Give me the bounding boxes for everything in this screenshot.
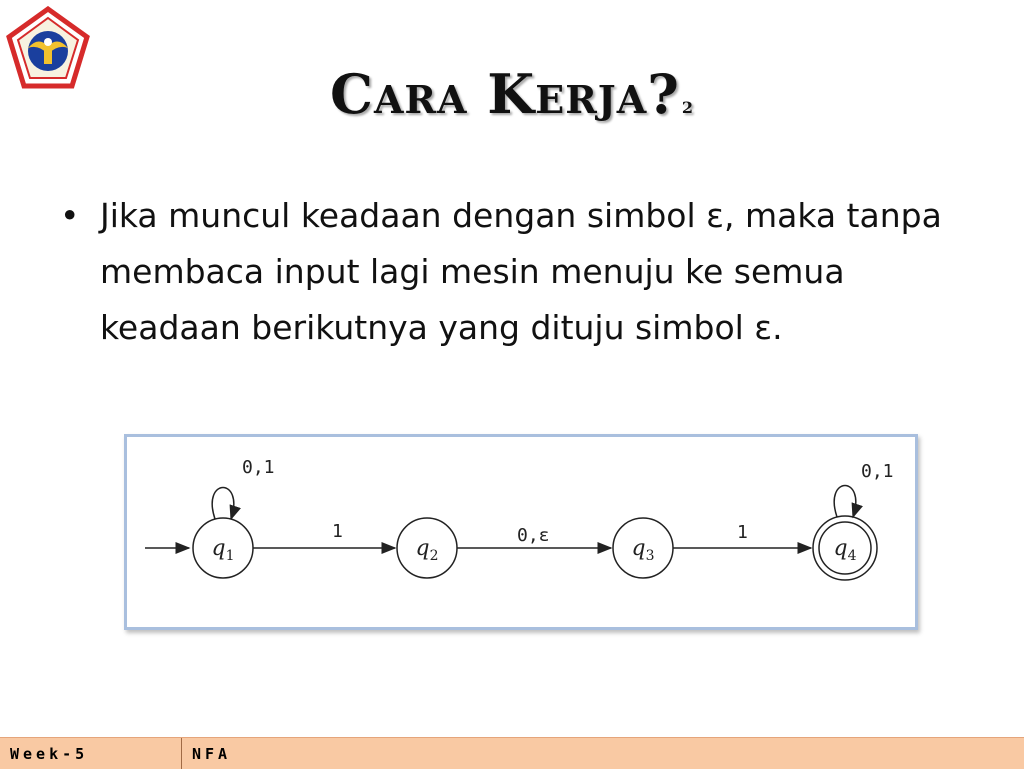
- transition-label-q1-q1: 0,1: [242, 457, 275, 478]
- bullet-text: Jika muncul keadaan dengan simbol ε, maka tanpa membaca input lagi mesin menuju ke semua keadaan berikutnya yang dituju simbol ε.: [100, 196, 942, 347]
- state-label-q3: $q_3$: [631, 536, 655, 564]
- footer-divider: [181, 738, 182, 769]
- transition-label-q3-q4: 1: [737, 522, 748, 543]
- footer-bar: [0, 737, 1024, 769]
- nfa-diagram: [127, 437, 915, 627]
- state-label-q4: $q_4$: [833, 536, 857, 564]
- bullet-symbol: •: [60, 196, 80, 235]
- state-label-q2: $q_2$: [415, 536, 439, 564]
- transition-label-q4-q4: 0,1: [861, 461, 894, 482]
- transition-label-q1-q2: 1: [332, 521, 343, 542]
- nfa-diagram-frame: [124, 434, 918, 630]
- slide-title-main: Cara Kerja?: [329, 62, 680, 126]
- slide-title-subscript: 2: [681, 98, 695, 117]
- state-label-q1: $q_1$: [211, 536, 235, 564]
- transition-label-q2-q3: 0,ε: [517, 525, 550, 546]
- footer-week: Week-5: [10, 745, 89, 763]
- self-loop-q4: [834, 486, 856, 518]
- slide-title: [0, 62, 1024, 126]
- self-loop-q1: [212, 488, 234, 520]
- footer-topic: NFA: [192, 745, 232, 763]
